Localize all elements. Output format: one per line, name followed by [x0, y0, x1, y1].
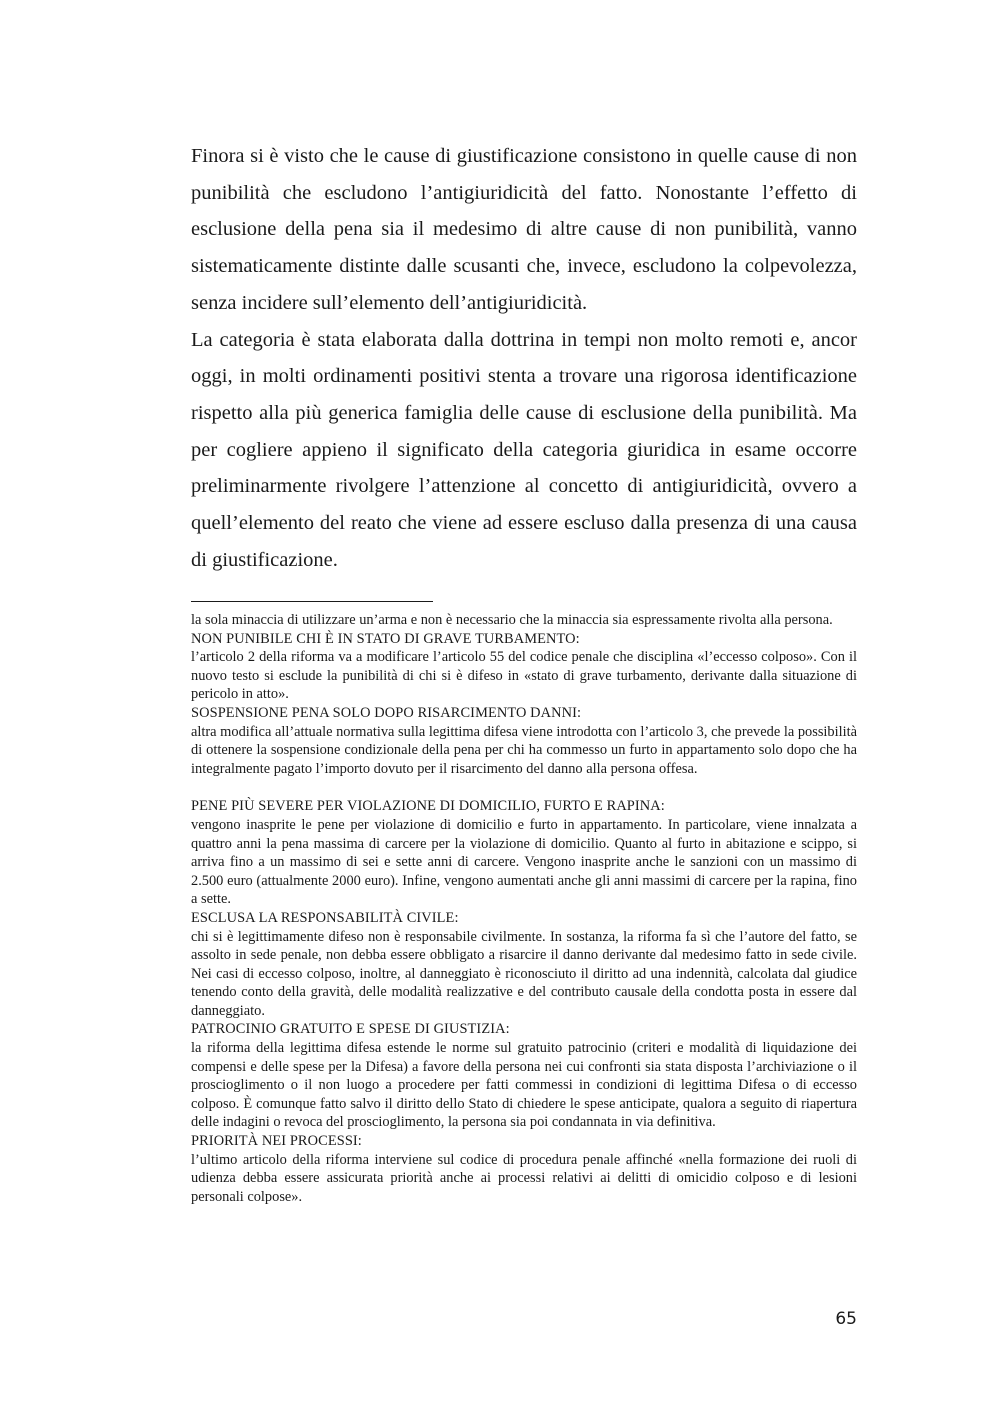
body-paragraph: Finora si è visto che le cause di giustificazione consistono in quelle cause di non punibilità che escludono l’antigiuridicità del fatto. Nonostante l’effetto di esclusione della pena sia il medesimo di altre cause di non punibilità, vanno sistematicamente distinte dalle scusanti che, invece, escludono la colpevolezza, senza incidere sull’elemento dell’antigiuridicità. — [191, 145, 857, 314]
footnote-text: altra modifica all’attuale normativa sulla legittima difesa viene introdotta con l’articolo 3, che prevede la possibilità di ottenere la sospensione condizionale della pena per chi ha commesso un furto in appartamento solo dopo che ha integralmente pagato l’importo dovuto per il risarcimento del danno alla persona offesa. — [191, 723, 857, 777]
footnote-heading: PRIORITÀ NEI PROCESSI: — [191, 1133, 362, 1150]
footnote-separator — [191, 601, 433, 602]
footnotes — [191, 611, 857, 1206]
footnote-heading: SOSPENSIONE PENA SOLO DOPO RISARCIMENTO DANNI: — [191, 704, 582, 721]
footnote-text: l’articolo 2 della riforma va a modificare l’articolo 55 del codice penale che disciplina «l’eccesso colposo». Con il nuovo testo si esclude la punibilità di chi si è difeso in «stato di grave turbamento, derivante dalla situazione di pericolo in atto». — [191, 649, 857, 703]
footnote-heading: ESCLUSA LA RESPONSABILITÀ CIVILE: — [191, 909, 459, 926]
footnote-heading: PATROCINIO GRATUITO E SPESE DI GIUSTIZIA: — [191, 1021, 510, 1038]
footnote-text: vengono inasprite le pene per violazione di domicilio e furto in appartamento. In particolare, viene innalzata a quattro anni la pena massima di carcere per la violazione di domicilio. Quanto al furto in abitazione e scippo, si arriva fino a un massimo di sei e sette anni di carcere. Vengono inasprite anche le sanzioni con un massimo di 2.500 euro (attualmente 2000 euro). Infine, vengono aumentati anche gli anni massimi di carcere per la rapina, fino a sette. — [191, 816, 857, 908]
main-text — [191, 138, 857, 578]
footnote-text: chi si è legittimamente difeso non è responsabile civilmente. In sostanza, la riforma fa sì che l’autore del fatto, se assolto in sede penale, non debba essere obbligato a risarcire il danno derivante dal medesimo fatto in sede civile. Nei casi di eccesso colposo, inoltre, al danneggiato è riconosciuto il diritto ad una indennità, calcolata dal giudice tenendo conto della gravità, delle modalità realizzative e del contributo causale della condotta posta in essere dal danneggiato. — [191, 928, 857, 1019]
footnote-text: la riforma della legittima difesa estende le norme sul gratuito patrocinio (criteri e modalità di liquidazione dei compensi e delle spese per la Difesa) a favore della persona nei cui confronti sia stata disposta l’archiviazione o il proscioglimento o il non luogo a procedere per fatti commessi in condizioni di legittima Difesa o di eccesso colposo. È comunque fatto salvo il diritto dello Stato di chiedere le spese anticipate, qualora a seguito di riapertura delle indagini o revoca del proscioglimento, la persona sia poi condannata in via definitiva. — [191, 1040, 857, 1131]
footnote-heading: NON PUNIBILE CHI È IN STATO DI GRAVE TURBAMENTO: — [191, 630, 580, 647]
footnote-continuation: la sola minaccia di utilizzare un’arma e non è necessario che la minaccia sia espressamente rivolta alla persona. — [191, 612, 833, 628]
footnote-gap — [191, 778, 857, 797]
body-paragraph: La categoria è stata elaborata dalla dottrina in tempi non molto remoti e, ancor oggi, in molti ordinamenti positivi stenta a trovare una rigorosa identificazione rispetto alla più generica famiglia delle cause di esclusione della punibilità. Ma per cogliere appieno il significato della categoria giuridica in esame occorre preliminarmente rivolgere l’attenzione al concetto di antigiuridicità, ovvero a quell’elemento del reato che viene ad essere escluso dalla presenza di una causa di giustificazione. — [191, 328, 857, 571]
page-number: 65 — [835, 1309, 857, 1329]
footnote-text: l’ultimo articolo della riforma interviene sul codice di procedura penale affinché «nella formazione dei ruoli di udienza debba essere assicurata priorità anche ai processi relativi ai delitti di omicidio colposo e di lesioni personali colpose». — [191, 1151, 857, 1205]
footnote-heading: PENE PIÙ SEVERE PER VIOLAZIONE DI DOMICILIO, FURTO E RAPINA: — [191, 798, 665, 815]
